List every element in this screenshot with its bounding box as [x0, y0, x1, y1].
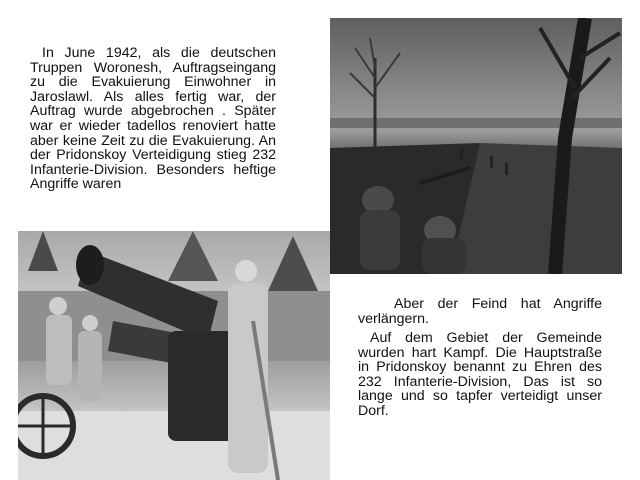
photo-soldiers-howitzer: [18, 231, 330, 480]
paragraph-village: Auf dem Gebiet der Gemeinde wurden hart Kampf. Die Hauptstraße in Pridonskoy benannt zu Ehren des 232 Infanterie-Division, Das ist so lange und so tapfer verteidigt unser Dorf.: [358, 330, 602, 419]
photo-soldiers-machine-gun: [330, 18, 622, 274]
paragraph-intro: In June 1942, als die deutschen Truppen Woronesh, Auftragseingang zu die Evakuierung Einwohner in Jaroslawl. Als alles fertig war, der Auftrag wurde abgebrochen . Später war er wieder tadellos renoviert hatte aber keine Zeit zu die Evakuierung. An der Pridonskoy Verteidigung stieg 232 Infanterie-Division. Besonders heftige Angriffe waren: [30, 46, 276, 193]
paragraph-enemy: Aber der Feind hat Angriffe verlängern.: [358, 296, 602, 327]
